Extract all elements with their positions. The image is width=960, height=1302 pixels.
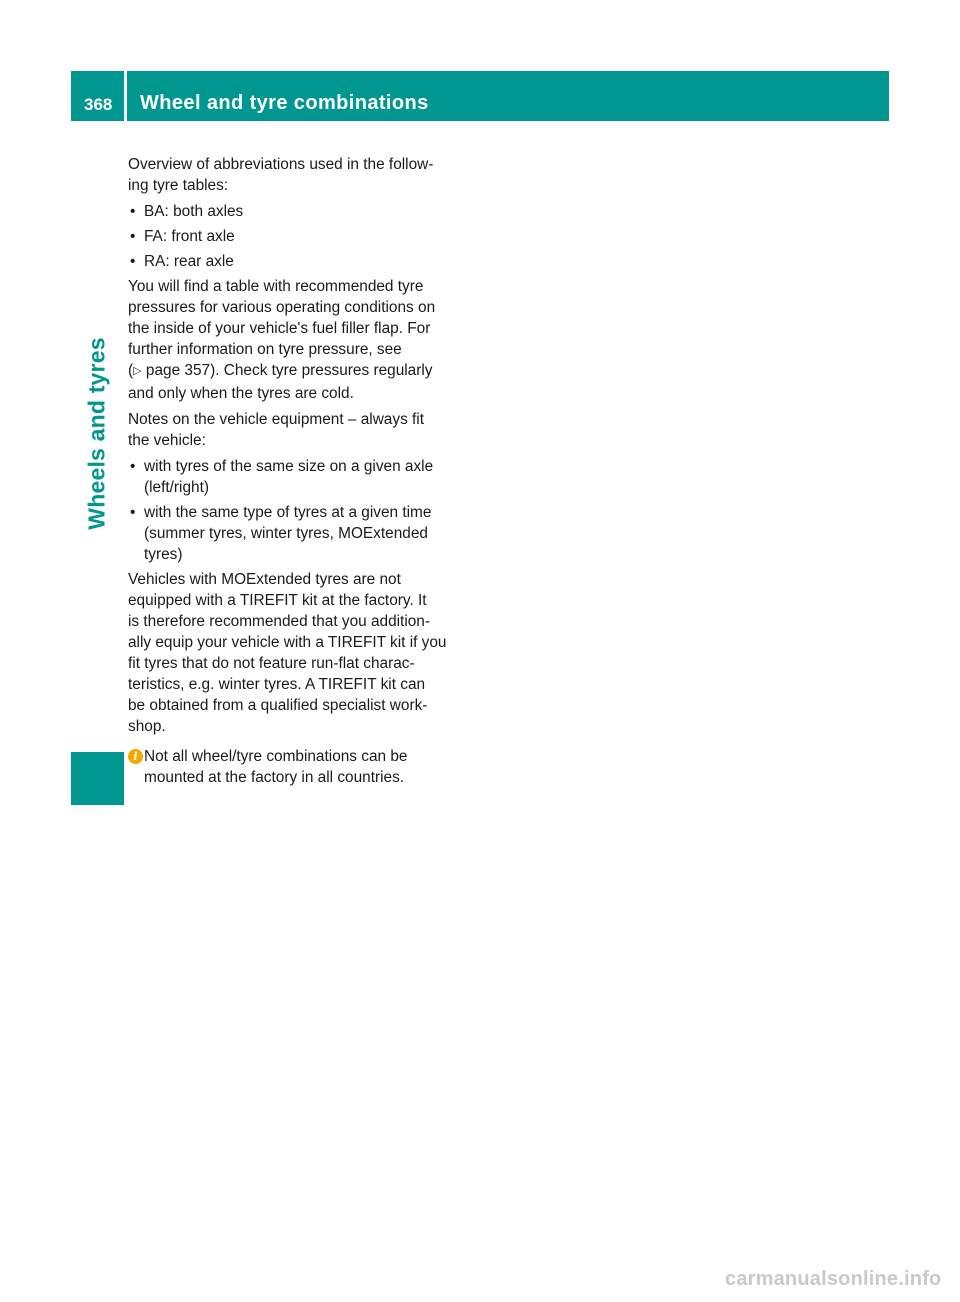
list-item-text: BA: both axles — [144, 203, 244, 220]
side-tab-block — [71, 752, 124, 805]
page-reference: page 357). Check tyre pressures regularly — [145, 362, 433, 379]
list-item-text: FA: front axle — [144, 228, 235, 245]
text-line: teristics, e.g. winter tyres. A TIREFIT kit can — [128, 676, 426, 693]
text-line: fit tyres that do not feature run-flat charac- — [128, 655, 415, 672]
text-line: the vehicle: — [128, 432, 206, 449]
bullet-icon: • — [130, 203, 136, 220]
text-line: ally equip your vehicle with a TIREFIT kit if you — [128, 634, 447, 651]
text-line: the inside of your vehicle's fuel filler flap. For — [128, 320, 431, 337]
info-note — [128, 746, 463, 788]
list-item — [128, 502, 463, 565]
text-line: Vehicles with MOExtended tyres are not — [128, 571, 401, 588]
text-line: is therefore recommended that you addition- — [128, 613, 430, 630]
side-tab-label: Wheels and tyres — [84, 336, 111, 530]
list-item — [128, 226, 463, 247]
text-line: shop. — [128, 718, 166, 735]
ref-open: ( — [128, 362, 134, 379]
text-line: mounted at the factory in all countries. — [144, 769, 405, 786]
text-line: Overview of abbreviations used in the follow- — [128, 156, 434, 173]
bullet-icon: • — [130, 458, 136, 475]
tyre-pressure-paragraph — [128, 276, 463, 404]
notes-intro — [128, 409, 463, 451]
page-number: 368 — [84, 95, 113, 114]
text-line: equipped with a TIREFIT kit at the factory. It — [128, 592, 427, 609]
text-line: Not all wheel/tyre combinations can be — [144, 748, 408, 765]
moextended-paragraph — [128, 569, 463, 737]
page-content — [128, 154, 463, 788]
list-item-text: tyres) — [144, 546, 183, 563]
list-item — [128, 201, 463, 222]
list-item-text: with the same type of tyres at a given time — [144, 504, 432, 521]
side-tab — [71, 121, 124, 745]
list-item-text: with tyres of the same size on a given axle — [144, 458, 434, 475]
text-line: You will find a table with recommended tyre — [128, 278, 424, 295]
intro-paragraph — [128, 154, 463, 196]
bullet-icon: • — [130, 228, 136, 245]
text-line: be obtained from a qualified specialist work- — [128, 697, 428, 714]
triangle-right-icon: ▷ — [133, 365, 142, 377]
list-item — [128, 456, 463, 498]
bullet-icon: • — [130, 504, 136, 521]
header-divider — [124, 71, 127, 121]
text-line: Notes on the vehicle equipment – always fit — [128, 411, 425, 428]
info-icon: i — [128, 749, 143, 764]
list-item-text: (left/right) — [144, 479, 209, 496]
text-line: and only when the tyres are cold. — [128, 385, 354, 402]
section-title: Wheel and tyre combinations — [140, 92, 429, 114]
list-item-text: (summer tyres, winter tyres, MOExtended — [144, 525, 428, 542]
bullet-icon: • — [130, 253, 136, 270]
watermark: carmanualsonline.info — [725, 1268, 942, 1290]
text-line: further information on tyre pressure, see — [128, 341, 402, 358]
text-line: ing tyre tables: — [128, 177, 229, 194]
text-line: pressures for various operating conditions on — [128, 299, 436, 316]
page-reference-line[interactable] — [128, 360, 463, 383]
list-item — [128, 251, 463, 272]
list-item-text: RA: rear axle — [144, 253, 234, 270]
